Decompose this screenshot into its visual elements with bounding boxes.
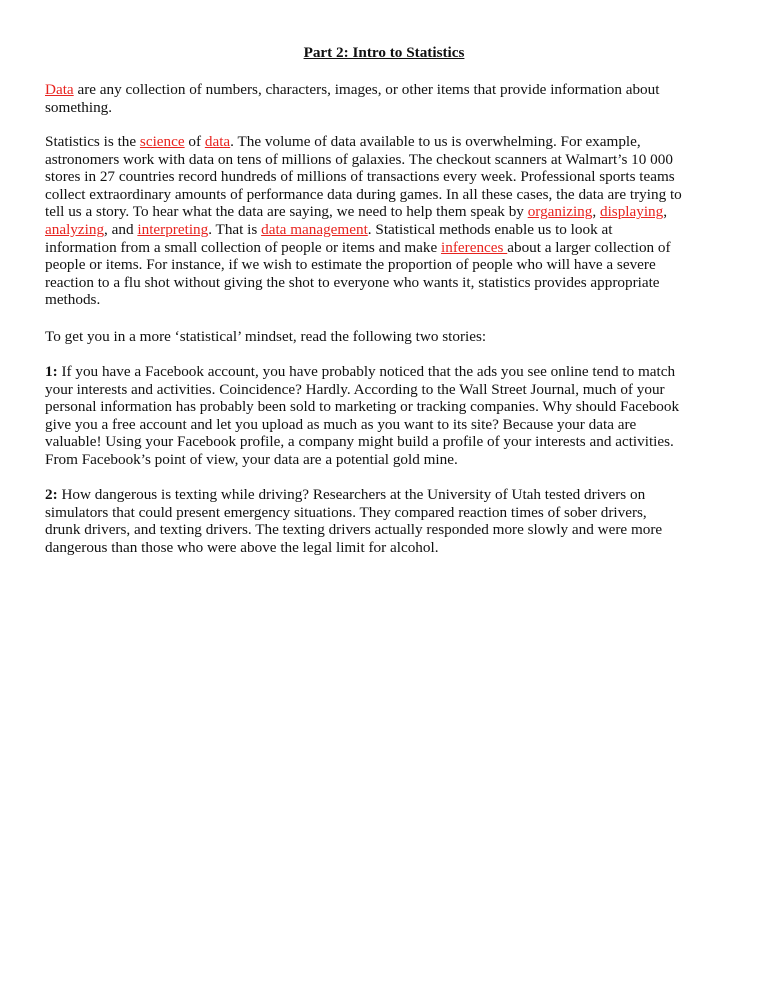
term-link[interactable]: organizing bbox=[527, 203, 593, 221]
text-segment: If you have a Facebook account, you have probably noticed that the ads you see online tend to match bbox=[57, 363, 676, 380]
text-segment: . Statistical methods enable us to look at bbox=[367, 220, 613, 238]
paragraph-story-2 bbox=[45, 486, 735, 556]
term-link[interactable]: interpreting bbox=[137, 220, 209, 238]
text-line bbox=[45, 186, 735, 204]
term-link[interactable]: data management bbox=[261, 220, 368, 238]
text-segment: give you a free account and let you upload as much as you want to its site? Because your data are bbox=[45, 415, 637, 433]
text-segment: How dangerous is texting while driving? Researchers at the University of Utah tested drivers on bbox=[57, 486, 646, 503]
term-link[interactable]: displaying bbox=[599, 203, 664, 221]
page-title: Part 2: Intro to Statistics bbox=[303, 44, 465, 61]
text-segment: . That is bbox=[208, 220, 262, 238]
paragraph-definition bbox=[45, 81, 735, 116]
text-segment: To get you in a more ‘statistical’ mindset, read the following two stories: bbox=[45, 328, 487, 345]
term-link[interactable]: analyzing bbox=[45, 220, 105, 238]
text-segment: something. bbox=[45, 98, 113, 116]
text-line bbox=[45, 398, 735, 416]
text-segment: From Facebook’s point of view, your data are a potential gold mine. bbox=[45, 450, 458, 468]
text-line bbox=[45, 151, 735, 169]
text-line bbox=[45, 486, 735, 504]
text-segment: astronomers work with data on tens of millions of galaxies. The checkout scanners at Walmart’s 10 000 bbox=[45, 150, 673, 168]
story-number: 2: bbox=[45, 486, 58, 503]
text-line bbox=[45, 203, 735, 221]
text-line bbox=[45, 433, 735, 451]
text-line bbox=[45, 381, 735, 399]
text-segment: information from a small collection of people or items and make bbox=[45, 238, 442, 256]
text-line bbox=[45, 328, 735, 346]
text-segment: collect extraordinary amounts of performance data during games. In all these cases, the data are trying to bbox=[45, 185, 682, 203]
text-line bbox=[45, 81, 735, 99]
text-line bbox=[45, 363, 735, 381]
text-segment: Statistics is the bbox=[45, 133, 140, 150]
text-line bbox=[45, 168, 735, 186]
term-link[interactable]: science bbox=[139, 133, 185, 150]
text-segment: . The volume of data available to us is overwhelming. For example, bbox=[230, 133, 641, 150]
text-segment: stores in 27 countries record hundreds of millions of transactions every week. Professional sports teams bbox=[45, 168, 675, 186]
text-segment: personal information has probably been sold to marketing or tracking companies. Why should Facebook bbox=[45, 398, 680, 416]
text-line bbox=[45, 451, 735, 469]
text-line bbox=[45, 239, 735, 257]
text-line bbox=[45, 256, 735, 274]
text-line bbox=[45, 416, 735, 434]
term-link[interactable]: Data bbox=[45, 81, 74, 98]
text-segment: , and bbox=[104, 220, 138, 238]
text-segment: people or items. For instance, if we wish to estimate the proportion of people who will have a severe bbox=[45, 256, 656, 274]
text-segment: valuable! Using your Facebook profile, a company might build a profile of your interests and activities. bbox=[45, 433, 674, 451]
text-line bbox=[45, 221, 735, 239]
text-segment: your interests and activities. Coincidence? Hardly. According to the Wall Street Journal, much of your bbox=[45, 380, 665, 398]
text-line bbox=[45, 521, 735, 539]
text-segment: tell us a story. To hear what the data are saying, we need to help them speak by bbox=[45, 203, 528, 221]
text-segment: reaction to a flu shot without giving the shot to everyone who wants it, statistics provides appropriate bbox=[45, 273, 660, 291]
text-segment: , bbox=[663, 203, 668, 221]
text-line bbox=[45, 539, 735, 557]
text-segment: simulators that could present emergency situations. They compared reaction times of sober drivers, bbox=[45, 503, 647, 521]
text-line bbox=[45, 274, 735, 292]
term-link[interactable]: data bbox=[204, 133, 231, 150]
paragraph-story-1 bbox=[45, 363, 735, 469]
text-segment: are any collection of numbers, characters, images, or other items that provide information about bbox=[73, 81, 660, 98]
text-line bbox=[45, 99, 735, 117]
paragraph-statistics bbox=[45, 133, 735, 309]
text-segment: of bbox=[184, 133, 205, 150]
text-line bbox=[45, 504, 735, 522]
story-number: 1: bbox=[45, 363, 58, 380]
paragraph-intro-stories bbox=[45, 328, 735, 346]
text-segment: drunk drivers, and texting drivers. The texting drivers actually responded more slowly and were more bbox=[45, 521, 663, 539]
text-segment: methods. bbox=[45, 291, 101, 309]
text-line bbox=[45, 133, 735, 151]
term-link[interactable]: inferences bbox=[441, 238, 508, 256]
text-segment: dangerous than those who were above the legal limit for alcohol. bbox=[45, 538, 439, 556]
text-segment: , bbox=[592, 203, 600, 221]
text-segment: about a larger collection of bbox=[507, 238, 671, 256]
text-line bbox=[45, 291, 735, 309]
